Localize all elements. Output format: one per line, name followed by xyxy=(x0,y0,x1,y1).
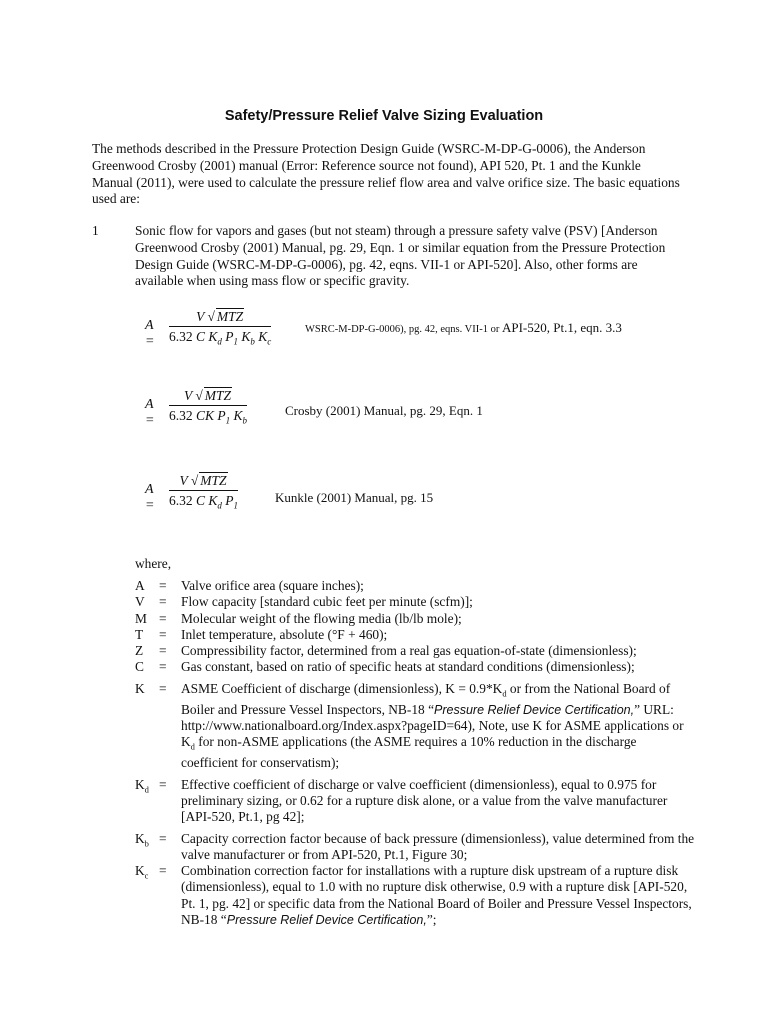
equation-fraction xyxy=(169,472,238,511)
definition-item: V = Flow capacity [standard cubic feet per minute (scfm)]; xyxy=(135,594,473,610)
definition-item: $K_c$ = Combination correction factor for installations with a rupture disk upstream of a rupture disk (dimensionless), equal to 1.0 with no rupture disk otherwise, 0.9 with a rupture disk [API-520, Pt. 1, pg. 42] or specific data from the National Board of Boiler and Pressure Vessel Inspectors, NB-18 “Pressure Relief Device Certification,”; xyxy=(135,863,692,927)
definition-item: K = ASME Coefficient of discharge (dimensionless), $K = 0.9*K_d$ or from the National Board of Boiler and Pressure Vessel Inspectors, NB-18 “Pressure Relief Device Certification,” URL: http://www.nationalboard.org/Index.aspx?pageID=64), Note, use K for ASME applications or $K_d$ for non-ASME applications (the ASME requires a 10% reduction in the discharge coefficient for conservatism); xyxy=(135,680,684,771)
definition-item: Z = Compressibility factor, determined from a real gas equation-of-state (dimensionless); xyxy=(135,643,637,659)
equation-numerator: V √ MTZ xyxy=(196,309,244,324)
definition-item: A = Valve orifice area (square inches); xyxy=(135,578,364,593)
definition-item: $K_d$ = Effective coefficient of discharge or valve coefficient (dimensionless), equal to 0.975 for preliminary sizing, or 0.62 for a rupture disk alone, or a value from the valve manufacturer [API-520, Pt.1, pg 42]; xyxy=(135,776,668,825)
definition-item: C = Gas constant, based on ratio of specific heats at standard conditions (dimensionless); xyxy=(135,659,635,675)
equation-denominator: 6.32 C $K_d$ $P_1$ $K_b$ $K_c$ xyxy=(169,329,272,347)
equation-fraction xyxy=(169,308,271,347)
equation-lhs: A = xyxy=(145,397,155,428)
list-item-text: Sonic flow for vapors and gases (but not steam) through a pressure safety valve (PSV) [Anderson Greenwood Crosby (2001) Manual, pg. 29, Eqn. 1 or similar equation from the Pressure Protection Design Guide (WSRC-M-DP-G-0006), pg. 42, eqns. VII-1 or API-520]. Also, other forms are available when using mass flow or specific gravity. xyxy=(135,223,666,289)
definitions-list xyxy=(135,578,695,928)
where-label: where, xyxy=(135,556,172,571)
definition-item: T = Inlet temperature, absolute (°F + 460); xyxy=(135,626,388,642)
equation-fraction xyxy=(169,387,247,426)
definition-item: $K_b$ = Capacity correction factor because of back pressure (dimensionless), value determined from the valve manufacturer or from API-520, Pt.1, Figure 30; xyxy=(135,830,695,862)
list-item-number: 1 xyxy=(92,223,99,238)
intro-paragraph: The methods described in the Pressure Protection Design Guide (WSRC-M-DP-G-0006), the Anderson Greenwood Crosby (2001) manual (Error: Reference source not found), API 520, Pt. 1 and the Kunkle Manual (2011), were used to calculate the pressure relief flow area and valve orifice size. The basic equations used are: xyxy=(92,141,680,207)
equation-lhs: A = xyxy=(145,318,155,349)
definition-item: M = Molecular weight of the flowing media (lb/lb mole); xyxy=(135,610,462,626)
document-title: Safety/Pressure Relief Valve Sizing Evaluation xyxy=(224,108,544,124)
equation-denominator: 6.32 CK $P_1$ $K_b$ xyxy=(169,408,248,426)
equation-numerator: V √ MTZ xyxy=(179,473,227,488)
equation-lhs: A = xyxy=(145,482,155,513)
equation-reference: WSRC-M-DP-G-0006), pg. 42, eqns. VII-1 or API-520, Pt.1, eqn. 3.3 xyxy=(305,320,622,335)
equation-numerator: V √ MTZ xyxy=(183,388,232,403)
equation-reference: Crosby (2001) Manual, pg. 29, Eqn. 1 xyxy=(285,403,483,418)
equation-reference: Kunkle (2001) Manual, pg. 15 xyxy=(275,490,434,505)
equation-denominator: 6.32 C $K_d$ $P_1$ xyxy=(169,493,239,511)
